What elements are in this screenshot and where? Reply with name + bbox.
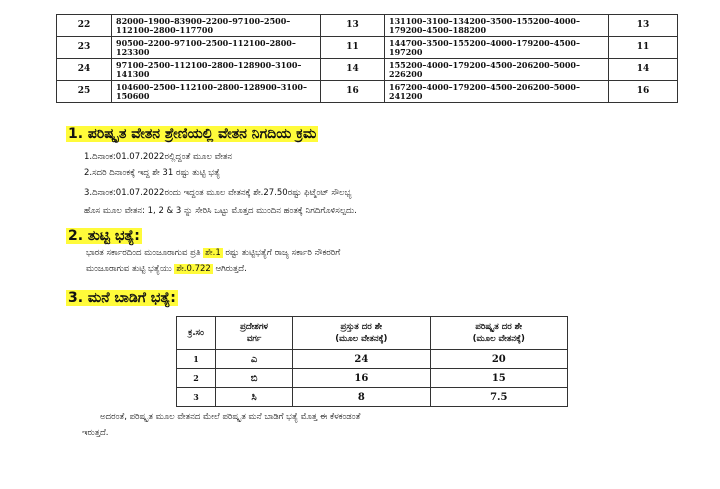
- revised-scale: 131100–3100–134200–3500–155200–4000–179200–4500–188200: [385, 15, 609, 37]
- revised-rate: 15: [430, 369, 567, 388]
- section2-line-1: ಭಾರತ ಸರ್ಕಾರದಿಂದ ಮಂಜೂರಾಗುವ ಪ್ರತಿ ಶೇ.1 ರಷ್ಟು ತುಟ್ಟಿಭತ್ಯೆಗೆ ರಾಜ್ಯ ಸರ್ಕಾರಿ ನೌಕರರಿಗೆ: [86, 248, 341, 258]
- area-class: ಸಿ: [216, 388, 293, 407]
- serial: 3: [177, 388, 216, 407]
- header-area-class: ಪ್ರದೇಶಗಳ ವರ್ಗ: [216, 317, 293, 350]
- section1-heading: [66, 126, 318, 142]
- revised-rate: 20: [430, 350, 567, 369]
- section3-footer-line-1: ಅದರಂತೆ, ಪರಿಷ್ಕೃತ ಮೂಲ ವೇತನದ ಮೇಲೆ ಪರಿಷ್ಕೃತ ಮನೆ ಬಾಡಿಗೆ ಭತ್ಯೆ ಮೊತ್ತ ಈ ಕೆಳಕಂಡಂತೆ: [100, 412, 361, 422]
- table-row: [177, 350, 568, 369]
- stages: 14: [321, 59, 385, 81]
- current-rate: 8: [293, 388, 430, 407]
- section2-heading: [66, 228, 142, 244]
- section1-heading-text: 1. ಪರಿಷ್ಕೃತ ವೇತನ ಶ್ರೇಣಿಯಲ್ಲಿ ವೇತನ ನಿಗದಿಯ ಕ್ರಮ: [68, 126, 317, 142]
- section1-line-4: ಹೊಸ ಮೂಲ ವೇತನ: 1, 2 & 3 ನ್ನು ಸೇರಿಸಿ ಒಟ್ಟು ಮೊತ್ತದ ಮುಂದಿನ ಹಂತಕ್ಕೆ ನಿಗದಿಗೊಳಿಸಲ್ಪದು.: [84, 206, 357, 216]
- da-percent-highlight: ಶೇ.1: [205, 248, 221, 258]
- hra-header-row: [177, 317, 568, 350]
- existing-scale: 104600–2500–112100–2800–128900–3100–150600: [112, 81, 321, 103]
- section2-line-2: ಮಂಜೂರಾಗುವ ತುಟ್ಟಿ ಭತ್ಯೆಯು ಶೇ.0.722 ಆಗಿರುತ್ತದೆ.: [86, 264, 247, 274]
- revised-scale: 155200–4000–179200–4500–206200–5000–226200: [385, 59, 609, 81]
- revised-scale: 167200–4000–179200–4500–206200–5000–241200: [385, 81, 609, 103]
- section3-heading-text: 3. ಮನೆ ಬಾಡಿಗೆ ಭತ್ಯೆ:: [68, 290, 176, 306]
- da-rate-highlight: ಶೇ.0.722: [176, 264, 211, 274]
- pay-scale-table: [56, 14, 678, 103]
- existing-scale: 97100–2500–112100–2800–128900–3100–141300: [112, 59, 321, 81]
- table-row: [57, 59, 678, 81]
- header-serial: ಕ್ರ.ಸಂ: [177, 317, 216, 350]
- table-row: [57, 81, 678, 103]
- row-number: 25: [57, 81, 112, 103]
- stages: 16: [321, 81, 385, 103]
- revised-stages: 16: [609, 81, 678, 103]
- table-row: [57, 37, 678, 59]
- revised-scale: 144700–3500–155200–4000–179200–4500–197200: [385, 37, 609, 59]
- current-rate: 24: [293, 350, 430, 369]
- area-class: ಬಿ: [216, 369, 293, 388]
- hra-table: [176, 316, 568, 407]
- section3-footer-line-2: ಇರುತ್ತದೆ.: [82, 428, 109, 438]
- table-row: [57, 15, 678, 37]
- existing-scale: 90500–2200–97100–2500–112100–2800–123300: [112, 37, 321, 59]
- existing-scale: 82000–1900–83900–2200–97100–2500–112100–2800–117700: [112, 15, 321, 37]
- current-rate: 16: [293, 369, 430, 388]
- revised-stages: 13: [609, 15, 678, 37]
- section2-heading-text: 2. ತುಟ್ಟಿ ಭತ್ಯೆ:: [68, 228, 140, 244]
- serial: 2: [177, 369, 216, 388]
- area-class: ಎ: [216, 350, 293, 369]
- section1-line-3: 3.ದಿನಾಂಕ:01.07.2022ರಂದು ಇದ್ದಂತ ಮೂಲ ವೇತನಕ್ಕೆ ಶೇ.27.50ರಷ್ಟು ಫಿಟ್ಮೆಂಟ್ ಸೌಲಭ್ಯ: [84, 188, 352, 198]
- row-number: 23: [57, 37, 112, 59]
- stages: 11: [321, 37, 385, 59]
- header-current-rate: ಪ್ರಸ್ತುತ ದರ ಶೇ (ಮೂಲ ವೇತನಕ್ಕೆ): [293, 317, 430, 350]
- revised-rate: 7.5: [430, 388, 567, 407]
- header-revised-rate: ಪರಿಷ್ಕೃತ ದರ ಶೇ (ಮೂಲ ವೇತನಕ್ಕೆ): [430, 317, 567, 350]
- revised-stages: 11: [609, 37, 678, 59]
- stages: 13: [321, 15, 385, 37]
- table-row: [177, 388, 568, 407]
- revised-stages: 14: [609, 59, 678, 81]
- section1-line-2: 2.ಸದರಿ ದಿನಾಂಕಕ್ಕೆ ಇದ್ದ ಶೇ 31 ರಷ್ಟು ತುಟ್ಟಿ ಭತ್ಯೆ: [84, 168, 221, 178]
- section1-line-1: 1.ದಿನಾಂಕ:01.07.2022ರಲ್ಲಿದ್ದಂತೆ ಮೂಲ ವೇತನ: [84, 152, 233, 162]
- section3-heading: [66, 290, 178, 306]
- serial: 1: [177, 350, 216, 369]
- row-number: 24: [57, 59, 112, 81]
- table-row: [177, 369, 568, 388]
- row-number: 22: [57, 15, 112, 37]
